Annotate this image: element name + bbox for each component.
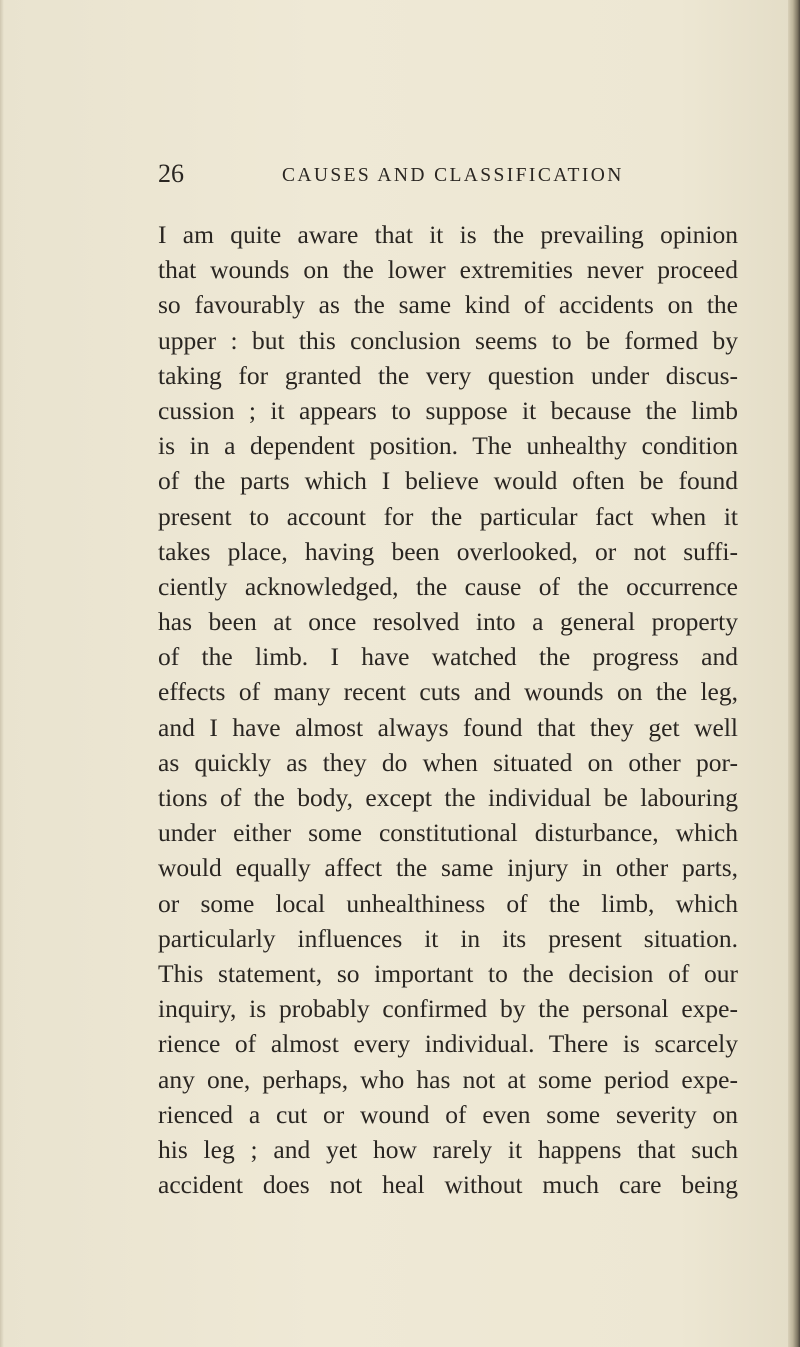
- text-line: ciently acknowledged, the cause of the occurrence: [158, 571, 738, 601]
- text-line: that wounds on the lower extremities never proceed: [158, 255, 738, 285]
- text-line: and I have almost always found that they get well: [158, 712, 738, 742]
- text-line: under either some constitutional disturbance, which: [158, 818, 738, 848]
- page-header: [158, 160, 738, 196]
- page-number: 26: [158, 159, 184, 188]
- text-line: tions of the body, except the individual be labouring: [158, 783, 738, 812]
- text-line: his leg ; and yet how rarely it happens that such: [158, 1134, 738, 1164]
- text-line: takes place, having been overlooked, or not suffi-: [158, 536, 738, 566]
- page-gutter-shadow: [0, 0, 4, 1347]
- text-line: rienced a cut or wound of even some severity on: [158, 1099, 738, 1129]
- text-line: so favourably as the same kind of accidents on the: [158, 290, 738, 320]
- text-line: would equally affect the same injury in other parts,: [158, 853, 738, 883]
- text-line: of the limb. I have watched the progress and: [158, 642, 738, 672]
- text-line: taking for granted the very question under discus-: [158, 360, 738, 390]
- text-line: is in a dependent position. The unhealthy condition: [158, 431, 738, 461]
- text-line: as quickly as they do when situated on other por-: [158, 747, 738, 777]
- text-line: present to account for the particular fact when it: [158, 501, 738, 531]
- text-line: inquiry, is probably confirmed by the personal expe-: [158, 994, 738, 1024]
- page-edge-shadow: [788, 0, 800, 1347]
- text-line: cussion ; it appears to suppose it because the limb: [158, 395, 738, 425]
- running-head: CAUSES AND CLASSIFICATION: [282, 165, 624, 186]
- body-paragraph: [158, 217, 738, 1202]
- text-line: or some local unhealthiness of the limb, which: [158, 888, 738, 918]
- text-line: upper : but this conclusion seems to be formed by: [158, 325, 738, 355]
- text-line: has been at once resolved into a general property: [158, 607, 738, 637]
- text-line: This statement, so important to the decision of our: [158, 958, 738, 988]
- text-line: accident does not heal without much care being: [158, 1170, 738, 1200]
- text-line: of the parts which I believe would often be found: [158, 466, 738, 496]
- text-line: I am quite aware that it is the prevailing opinion: [158, 220, 738, 249]
- text-line: particularly influences it in its present situation.: [158, 923, 738, 953]
- text-line: any one, perhaps, who has not at some period expe-: [158, 1064, 738, 1094]
- text-line: rience of almost every individual. There is scarcely: [158, 1029, 738, 1059]
- text-line: effects of many recent cuts and wounds on the leg,: [158, 677, 738, 707]
